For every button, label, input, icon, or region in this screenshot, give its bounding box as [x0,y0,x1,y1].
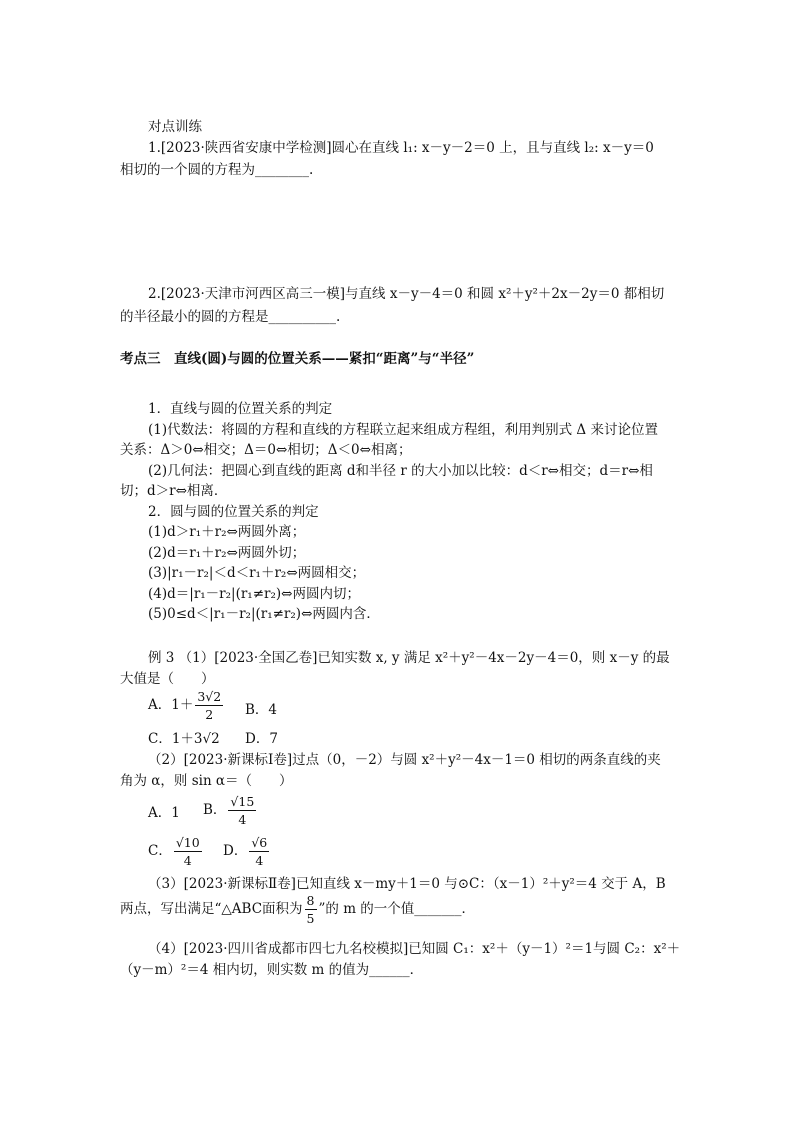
example-3-part-1-line-2: 大值是（ ） [120,671,215,687]
option-2c [148,836,204,867]
part-3-text-b: ”的 m 的一个值_______． [318,900,476,917]
part-3-text-a: 两点，写出满足“△ABC面积为 [120,900,303,917]
option-2d-numerator: √6 [249,836,269,852]
option-2b-denominator: 4 [238,812,247,828]
option-1a [148,690,225,721]
option-1c: C．1＋3√2 [148,731,220,747]
theory-2-item-5: (5)0≤d＜|r₁－r₂|(r₁≠r₂)⇔两圆内含． [148,606,380,622]
example-3-part-1-line-1: 例 3 （1）[2023·全国乙卷]已知实数 x, y 满足 x²＋y²－4x－2y－4＝0，则 x－y 的最 [148,650,670,666]
theory-2-item-4: (4)d＝|r₁－r₂|(r₁≠r₂)⇔两圆内切； [148,586,360,602]
option-2b-numerator: √15 [228,795,256,811]
option-1a-prefix: A．1＋ [148,696,194,713]
theory-2-item-2: (2)d＝r₁＋r₂⇔两圆外切； [148,545,306,561]
theory-2-title: 2．圆与圆的位置关系的判定 [148,504,319,520]
option-2c-fraction [174,836,202,867]
option-2c-numerator: √10 [174,836,202,852]
theory-2-item-3: (3)|r₁－r₂|＜d＜r₁＋r₂⇔两圆相交； [148,565,366,581]
option-2b-fraction [228,795,256,826]
option-2b [203,795,258,826]
option-2a: A．1 [148,805,180,821]
part-3-denominator: 5 [306,911,315,927]
question-1-line-2: 相切的一个圆的方程为________. [120,162,314,178]
option-1b: B．4 [245,702,278,718]
theory-2-item-1: (1)d＞r₁＋r₂⇔两圆外离； [148,524,306,540]
theory-1b-line-1: (2)几何法：把圆心到直线的距离 d和半径 r 的大小加以比较：d＜r⇔相交；d＝r⇔相 [148,463,653,479]
example-3-part-2-line-1: （2）[2023·新课标Ⅰ卷]过点（0，－2）与圆 x²＋y²－4x－1＝0 相切的两条直线的夹 [148,752,661,768]
question-2-line-2: 的半径最小的圆的方程是__________. [120,309,341,325]
section-title: 对点训练 [148,119,202,135]
part-3-numerator: 8 [305,894,317,910]
option-2d-prefix: D． [223,842,248,859]
example-3-part-4-line-1: （4）[2023·四川省成都市四七九名校模拟]已知圆 C₁：x²＋（y－1）²＝1与圆 C₂：x²＋ [148,941,681,957]
part-3-fraction [305,894,317,925]
option-1a-fraction [195,690,223,721]
theory-1b-line-2: 切；d＞r⇔相离． [120,483,228,499]
option-2d-denominator: 4 [255,853,264,869]
option-2b-prefix: B． [203,801,227,818]
example-3-part-4-line-2: （y－m）²＝4 相内切，则实数 m 的值为______． [120,962,424,978]
example-3-part-3-line-2 [120,894,475,925]
option-2c-prefix: C． [148,842,172,859]
question-1-line-1: 1.[2023·陕西省安康中学检测]圆心在直线 l₁: x－y－2＝0 上，且与直线 l₂: x－y＝0 [148,140,654,156]
theory-1-title: 1．直线与圆的位置关系的判定 [148,401,333,417]
option-2d [223,836,271,867]
theory-1a-line-2: 关系：Δ＞0⇔相交；Δ＝0⇔相切；Δ＜0⇔相离； [120,442,412,458]
example-3-part-3-line-1: （3）[2023·新课标Ⅱ卷]已知直线 x－my＋1＝0 与⊙C：（x－1）²＋y²＝4 交于 A，B [148,876,666,892]
theory-1a-line-1: (1)代数法：将圆的方程和直线的方程联立起来组成方程组，利用判别式 Δ 来讨论位置 [148,422,658,438]
option-1a-numerator: 3√2 [195,690,223,706]
option-1d: D．7 [245,731,278,747]
kaodian-heading: 考点三 直线(圆)与圆的位置关系——紧扣“距离”与“半径” [120,351,475,367]
question-2-line-1: 2.[2023·天津市河西区高三一模]与直线 x－y－4＝0 和圆 x²＋y²＋2x－2y＝0 都相切 [148,286,665,302]
option-1a-denominator: 2 [205,707,214,723]
option-2d-fraction [249,836,269,867]
example-3-part-2-line-2: 角为 α，则 sin α＝（ ） [120,773,293,789]
option-2c-denominator: 4 [183,853,192,869]
